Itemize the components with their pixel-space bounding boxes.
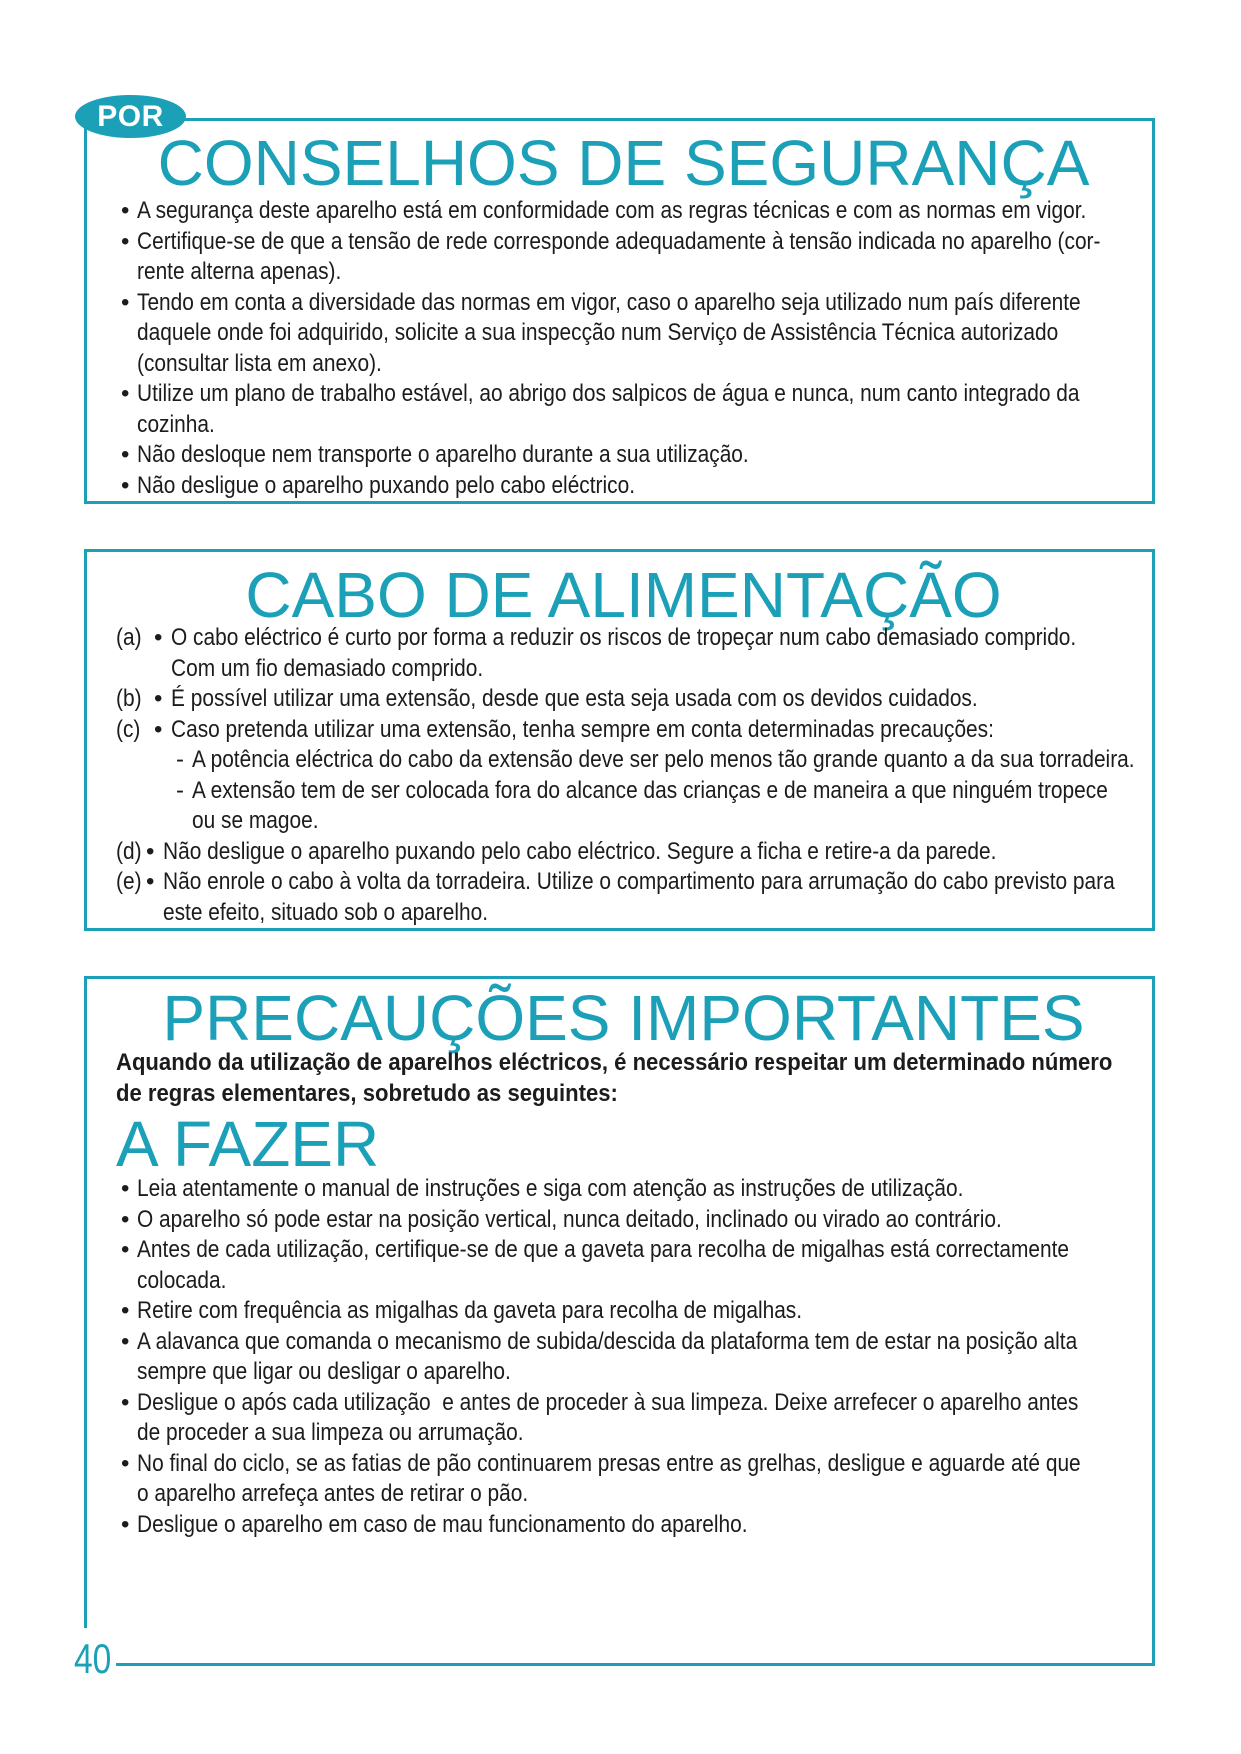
text-line: (consultar lista em anexo).: [137, 349, 382, 377]
bullet-marker: •: [121, 1388, 130, 1416]
list-item: [121, 1174, 1151, 1205]
text-line: O aparelho só pode estar na posição vertical, nunca deitado, inclinado ou virado ao contrário.: [137, 1205, 1002, 1233]
bullet-marker: •: [146, 837, 155, 865]
item-label: (d): [116, 837, 142, 865]
language-tab: POR: [75, 95, 186, 138]
text-line: sempre que ligar ou desligar o aparelho.: [137, 1358, 511, 1385]
list-item: [121, 1327, 1151, 1388]
text-line: Certifique-se de que a tensão de rede corresponde adequadamente à tensão indicada no aparelho (cor-: [137, 227, 1101, 255]
text-line: Antes de cada utilização, certifique-se de que a gaveta para recolha de migalhas está correctamente: [137, 1236, 1070, 1263]
text-line: A potência eléctrica do cabo da extensão deve ser pelo menos tão grande quanto a da sua torradeira.: [192, 746, 1135, 773]
text-line: daquele onde foi adquirido, solicite a sua inspecção num Serviço de Assistência Técnica autorizado: [137, 319, 1059, 346]
item-label: (b): [116, 685, 142, 712]
text-line: Desligue o aparelho em caso de mau funcionamento do aparelho.: [137, 1510, 748, 1538]
item-text: [137, 1449, 1151, 1510]
text-line: colocada.: [137, 1266, 227, 1294]
list-item: [121, 1449, 1151, 1510]
item-text: [171, 623, 1151, 684]
frame-left-rule: [84, 976, 87, 1628]
list-item: [121, 196, 1151, 227]
text-line: Leia atentamente o manual de instruções e siga com atenção as instruções de utilização.: [137, 1175, 964, 1202]
item-text: [137, 1205, 1151, 1236]
bullet-marker: •: [121, 1327, 130, 1355]
item-text: [137, 1510, 1151, 1541]
text-line: O cabo eléctrico é curto por forma a reduzir os riscos de tropeçar num cabo demasiado comprido.: [171, 624, 1077, 651]
power-cord-title: CABO DE ALIMENTAÇÃO: [245, 559, 1002, 631]
item-text: [163, 837, 1151, 868]
item-text: [137, 1174, 1151, 1205]
list-item: [121, 471, 1151, 502]
list-item: [116, 867, 1151, 928]
do-heading: A FAZER: [116, 1108, 380, 1180]
item-text: [137, 288, 1151, 380]
bullet-marker: •: [146, 868, 155, 895]
text-line: Utilize um plano de trabalho estável, ao abrigo dos salpicos de água e nunca, num canto integrado da: [137, 380, 1080, 407]
bullet-marker: •: [121, 1510, 130, 1538]
bullet-marker: •: [154, 715, 163, 743]
bullet-marker: •: [154, 624, 163, 651]
text-line: A segurança deste aparelho está em conformidade com as regras técnicas e com as normas em vigor.: [137, 197, 1087, 224]
text-line: É possível utilizar uma extensão, desde que esta seja usada com os devidos cuidados.: [171, 685, 978, 712]
sub-item-text: [192, 776, 1151, 837]
list-item: [116, 623, 1151, 684]
safety-title: CONSELHOS DE SEGURANÇA: [157, 127, 1090, 199]
list-item: [121, 440, 1151, 471]
list-item: [121, 1205, 1151, 1236]
text-line: cozinha.: [137, 410, 215, 438]
bullet-marker: •: [121, 1175, 130, 1202]
text-line: o aparelho arrefeça antes de retirar o pão.: [137, 1480, 529, 1507]
item-text: [171, 684, 1151, 715]
item-text: [137, 1327, 1151, 1388]
bullet-marker: •: [121, 471, 130, 499]
page-number: 40: [74, 1635, 112, 1682]
list-item: [116, 715, 1151, 837]
text-line: este efeito, situado sob o aparelho.: [163, 898, 489, 926]
bullet-marker: •: [121, 1297, 130, 1324]
text-line: A extensão tem de ser colocada fora do alcance das crianças e de maneira a que ninguém tropece: [192, 776, 1108, 804]
bullet-marker: •: [154, 685, 163, 712]
sub-item-text: [192, 745, 1151, 776]
item-text: [137, 471, 1151, 502]
list-item: [121, 288, 1151, 380]
text-line: Caso pretenda utilizar uma extensão, tenha sempre em conta determinadas precauções:: [171, 715, 994, 743]
list-item: [116, 837, 1151, 868]
dash-marker: -: [176, 776, 184, 804]
item-text: [163, 867, 1151, 928]
text-line: Desligue o após cada utilização e antes de proceder à sua limpeza. Deixe arrefecer o aparelho antes: [137, 1388, 1079, 1416]
safety-list: [121, 196, 1151, 501]
item-text: [137, 1296, 1151, 1327]
bullet-marker: •: [121, 197, 130, 224]
item-text: [171, 715, 1151, 837]
list-item: [121, 227, 1151, 288]
precautions-intro: [116, 1048, 1151, 1109]
list-item: [121, 1296, 1151, 1327]
list-item: [121, 1510, 1151, 1541]
bullet-marker: •: [121, 380, 130, 407]
intro-line: de regras elementares, sobretudo as seguintes:: [116, 1079, 618, 1107]
text-line: de proceder a sua limpeza ou arrumação.: [137, 1419, 524, 1446]
item-label: (c): [116, 715, 141, 743]
item-label: (a): [116, 624, 142, 651]
text-line: Não desligue o aparelho puxando pelo cabo eléctrico.: [137, 471, 635, 499]
bullet-marker: •: [121, 1236, 130, 1263]
list-item: [116, 684, 1151, 715]
text-line: Não enrole o cabo à volta da torradeira. Utilize o compartimento para arrumação do cabo previsto para: [163, 868, 1115, 895]
text-line: Retire com frequência as migalhas da gaveta para recolha de migalhas.: [137, 1297, 803, 1324]
item-text: [137, 1235, 1151, 1296]
item-text: [137, 1388, 1151, 1449]
bullet-marker: •: [121, 288, 130, 316]
text-line: Tendo em conta a diversidade das normas em vigor, caso o aparelho seja utilizado num país diferente: [137, 288, 1081, 316]
precautions-title: PRECAUÇÕES IMPORTANTES: [162, 982, 1085, 1054]
item-label: (e): [116, 868, 142, 895]
sub-item: [171, 745, 1151, 776]
item-text: [137, 379, 1151, 440]
power-cord-list: [116, 623, 1151, 928]
item-text: [137, 440, 1151, 471]
sub-item: [171, 776, 1151, 837]
dash-marker: -: [176, 746, 184, 773]
text-line: Não desloque nem transporte o aparelho durante a sua utilização.: [137, 441, 749, 468]
bullet-marker: •: [121, 441, 130, 468]
bullet-marker: •: [121, 1205, 130, 1233]
text-line: A alavanca que comanda o mecanismo de subida/descida da plataforma tem de estar na posição alta: [137, 1327, 1078, 1355]
item-text: [137, 227, 1151, 288]
list-item: [121, 1388, 1151, 1449]
item-text: [137, 196, 1151, 227]
list-item: [121, 1235, 1151, 1296]
list-item: [121, 379, 1151, 440]
intro-line: Aquando da utilização de aparelhos eléctricos, é necessário respeitar um determinado número: [116, 1049, 1113, 1076]
text-line: ou se magoe.: [192, 807, 319, 834]
text-line: Não desligue o aparelho puxando pelo cabo eléctrico. Segure a ficha e retire-a da parede.: [163, 837, 997, 865]
text-line: rente alterna apenas).: [137, 258, 342, 285]
do-list: [121, 1174, 1151, 1540]
frame-bottom-rule: [116, 1663, 1155, 1666]
bullet-marker: •: [121, 1449, 130, 1477]
bullet-marker: •: [121, 227, 130, 255]
text-line: No final do ciclo, se as fatias de pão continuarem presas entre as grelhas, desligue e aguarde até que: [137, 1449, 1081, 1477]
text-line: Com um fio demasiado comprido.: [171, 654, 484, 682]
